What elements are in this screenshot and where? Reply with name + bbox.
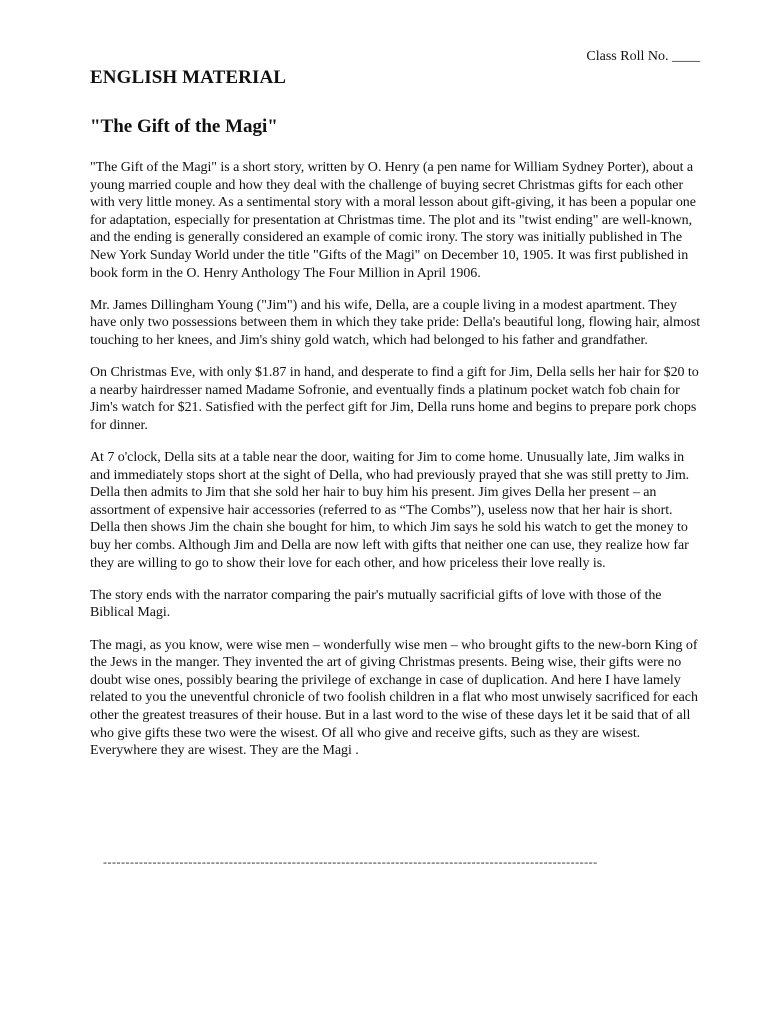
paragraph-climax: At 7 o'clock, Della sits at a table near the door, waiting for Jim to come home. Unusually late, Jim walks in and immediately stops short at the sight of Della, who had previously prayed that she was still pretty to Jim. Della then admits to Jim that she sold her hair to buy him his present. Jim gives Della her present – an assortment of expensive hair accessories (referred to as “The Combs”), useless now that her hair is short. Della then shows Jim the chain she bought for him, to which Jim says he sold his watch to get the money to buy her combs. Although Jim and Della are now left with gifts that neither one can use, they realize how far they are willing to go to show their love for each other, and how priceless their love really is. (90, 450, 690, 571)
paragraph-intro: "The Gift of the Magi" is a short story, written by O. Henry (a pen name for William Sydney Porter), about a young married couple and how they deal with the challenge of buying secret Christmas gifts for each other with very little money. As a sentimental story with a moral lesson about gift-giving, it has been a popular one for adaptation, especially for presentation at Christmas time. The plot and its "twist ending" are well-known, and the ending is generally considered an example of comic irony. The story was initially published in The New York Sunday World under the title "Gifts of the Magi" on December 10, 1905. It was first published in book form in the O. Henry Anthology The Four Million in April 1906. (90, 160, 696, 281)
class-roll-number: Class Roll No. ____ (586, 49, 700, 64)
paragraph-characters: Mr. James Dillingham Young ("Jim") and his wife, Della, are a couple living in a modest apartment. They have only two possessions between them in which they take pride: Della's beautiful long, flowing hair, almost touching to her knees, and Jim's shiny gold watch, which had belonged to his father and grandfather. (90, 297, 701, 348)
paragraph-christmas-eve: On Christmas Eve, with only $1.87 in hand, and desperate to find a gift for Jim, Della sells her hair for $20 to a nearby hairdresser named Madame Sofronie, and eventually finds a platinum pocket watch fob chain for Jim's watch for $21. Satisfied with the perfect gift for Jim, Della runs home and begins to prepare pork chops for dinner. (90, 365, 699, 433)
document-body (90, 159, 702, 774)
paragraph-ending: The story ends with the narrator comparing the pair's mutually sacrificial gifts of love with those of the Biblical Magi. (90, 587, 662, 621)
dashed-divider: -------------------------------------------------------------------------------------------------------------- (103, 855, 598, 869)
paragraph-quote: The magi, as you know, were wise men – wonderfully wise men – who brought gifts to the new-born King of the Jews in the manger. They invented the art of giving Christmas presents. Being wise, their gifts were no doubt wise ones, possibly bearing the privilege of exchange in case of duplication. And here I have lamely related to you the uneventful chronicle of two foolish children in a flat who most unwisely sacrificed for each other the greatest treasures of their house. But in a last word to the wise of these days let it be said that of all who give gifts these two were the wisest. Of all who give and receive gifts, such as they are wisest. Everywhere they are wisest. They are the Magi . (90, 637, 698, 759)
document-heading: ENGLISH MATERIAL (90, 67, 287, 88)
story-title: "The Gift of the Magi" (90, 116, 278, 137)
